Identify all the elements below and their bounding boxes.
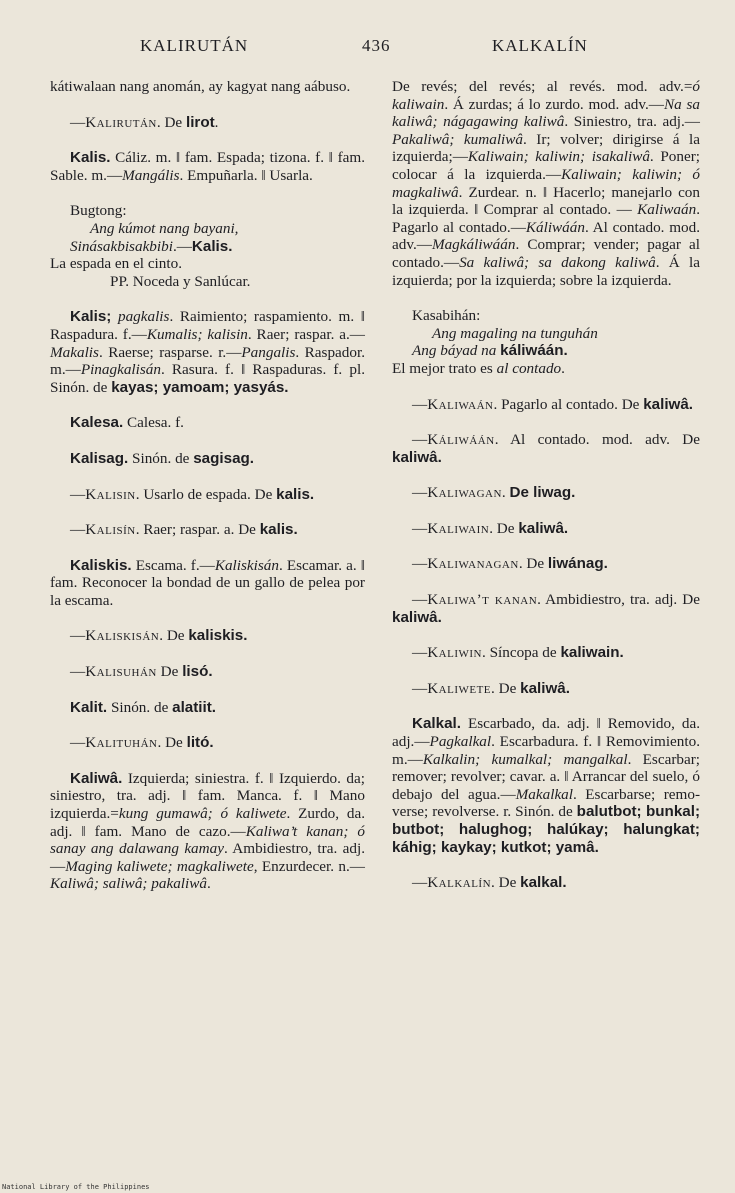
dictionary-entry: —Kalituhán. De litó.: [70, 734, 214, 752]
dictionary-entry: Kalit. Sinón. de alatiit.: [70, 698, 217, 716]
dictionary-entry: kátiwalaan nang anomán, ay kagyat nang aábuso.: [50, 78, 351, 95]
dictionary-entry: Kalkal. Escarbado, da. adj. ‖ Removido, da. adj.—Pagkalkal. Escarbadura. f. ‖ Removimiento. m.—Kalkalin; kumalkal; mangalkal. Escarbar; remover; revolver; cavar. a. ‖ Arrancar del suelo, ó debajo del agua.—Makalkal. Escarbarse; removerse; revolverse. r. Sinón. de balutbot; bunkal; butbot; halughog; halúkay; halungkat; káhig; kaykay; kutkot; yamâ.: [392, 715, 700, 856]
left-column: [50, 78, 365, 911]
dictionary-entry: —Kalisuhán De lisó.: [70, 663, 213, 681]
dictionary-entry: —Kaliwete. De kaliwâ.: [412, 679, 570, 697]
dictionary-entry: De revés; del revés; al revés. mod. adv.=ó kaliwain. Á zurdas; á lo zurdo. mod. adv.—Na sa kaliwâ; nágagawing kaliwâ. Siniestro, tra. adj.—Pakaliwâ; kumaliwâ. Ir; volver; dirigirse á la izquierda;—Kaliwain; kaliwin; isakaliwâ. Poner; colocar á la izquierda.—Kaliwain; kaliwin; ó magkaliwâ. Zurdear. n. ‖ Hacerlo; manejarlo con la izquierda. ‖ Comprar al contado. — Kaliwaán. Pagarlo al contado.—Káliwáán. Al contado. mod. adv.—Magkáliwáán. Comprar; vender; pagar al contado.—Sa kaliwâ; sa dakong kaliwâ. Á la izquierda; por la izquierda; sobre la izquierda.: [392, 78, 700, 289]
dictionary-entry: —Kalisín. Raer; raspar. a. De kalis.: [70, 521, 298, 539]
dictionary-entry: Bugtong: Ang kúmot nang bayani, Sinásakbisakbibi.—Kalis. La espada en el cinto. PP. Noceda y Sanlúcar.: [50, 202, 251, 290]
library-footer: National Library of the Philippines: [2, 1183, 150, 1191]
dictionary-entry: —Kaliwaán. Pagarlo al contado. De kaliwâ.: [412, 395, 694, 413]
dictionary-entry: —Káliwáán. Al contado. mod. adv. De kaliwâ.: [392, 431, 700, 466]
dictionary-entry: —Kalkalín. De kalkal.: [412, 874, 567, 892]
dictionary-entry: —Kaliwagan. De liwag.: [412, 484, 576, 502]
dictionary-entry: —Kaliwain. De kaliwâ.: [412, 519, 569, 537]
dictionary-entry: Kalisag. Sinón. de sagisag.: [70, 449, 255, 467]
dictionary-entry: —Kalisin. Usarlo de espada. De kalis.: [70, 485, 315, 503]
dictionary-entry: Kalesa. Calesa. f.: [70, 414, 184, 432]
dictionary-entry: —Kaliwin. Síncopa de kaliwain.: [412, 644, 624, 662]
dictionary-entry: —Kaliwanagan. De liwánag.: [412, 555, 608, 573]
dictionary-entry: Kalis; pagkalis. Raimiento; raspamiento. m. ‖ Raspadura. f.—Kumalis; kalisin. Raer; raspar. a.—Makalis. Raerse; rasparse. r.—Pangalis. Raspador. m.—Pinagkalisán. Rasura. f. ‖ Raspaduras. f. pl. Sinón. de kayas; yamoam; yasyás.: [50, 308, 366, 396]
page-number: 436: [362, 36, 391, 55]
dictionary-entry: —Kalirután. De lirot.: [70, 113, 219, 131]
dictionary-entry: Kasabihán: Ang magaling na tunguhán Ang báyad na káliwáán. El mejor trato es al contado.: [392, 307, 598, 377]
running-head-right: KALKALÍN: [492, 36, 588, 55]
dictionary-entry: Kaliwâ. Izquierda; siniestra. f. ‖ Izquierdo. da; siniestro, tra. adj. ‖ fam. Manca. f. ‖ Mano izquierda.=kung gumawâ; ó kaliwete. Zurdo, da. adj. ‖ fam. Mano de cazo.—Kaliwa’t kanan; ó sanay ang dalawang kamay. Ambidiestro, tra. adj.—Maging kaliwete; magkaliwete, Enzurdecer. n.—Kaliwâ; saliwâ; pakaliwâ.: [50, 769, 366, 893]
dictionary-entry: —Kaliskisán. De kaliskis.: [70, 627, 248, 645]
running-head-left: KALIRUTÁN: [140, 36, 249, 55]
right-column: [392, 78, 700, 910]
dictionary-entry: —Kaliwa’t kanan. Ambidiestro, tra. adj. De kaliwâ.: [392, 591, 700, 626]
dictionary-entry: Kaliskis. Escama. f.—Kaliskisán. Escamar. a. ‖ fam. Reconocer la bondad de un gallo de pelea por la escama.: [50, 556, 365, 609]
dictionary-entry: Kalis. Cáliz. m. ‖ fam. Espada; tizona. f. ‖ fam. Sable. m.—Mangális. Empuñarla. ‖ Usarla.: [50, 149, 365, 184]
